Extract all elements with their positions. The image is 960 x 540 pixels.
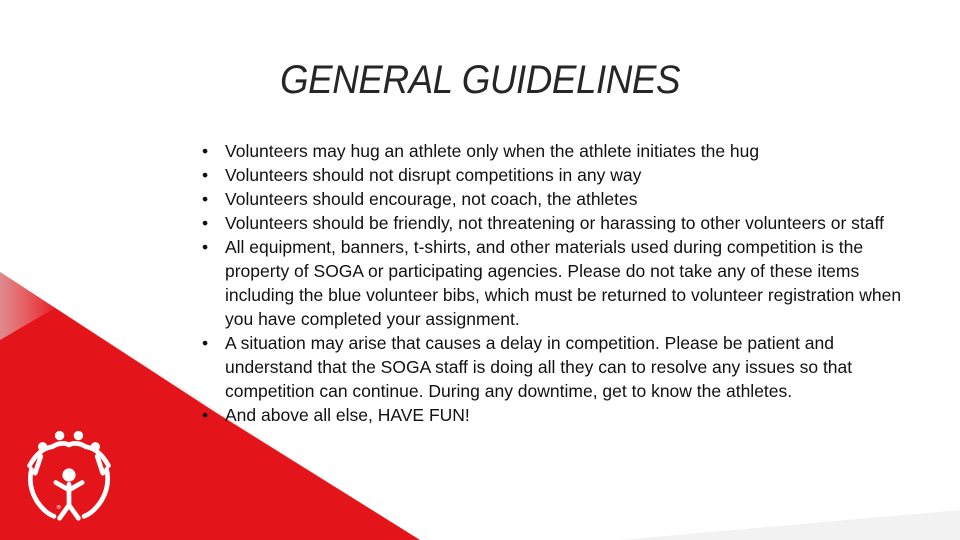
list-item-text: All equipment, banners, t-shirts, and other materials used during competition is the property of SOGA or participating agencies. Please do not take any of these items including the blue volunteer bibs, which must be returned to volunteer registration when you have completed your assignment. — [225, 237, 902, 329]
bullet-dot: • — [202, 165, 209, 185]
slide-title: GENERAL GUIDELINES — [280, 58, 681, 102]
list-item — [200, 331, 905, 403]
bullet-dot: • — [202, 405, 209, 425]
list-item — [200, 163, 905, 187]
list-item — [200, 235, 905, 331]
guidelines-list — [200, 139, 905, 427]
list-item-text: Volunteers should not disrupt competitions in any way — [225, 165, 642, 185]
bullet-dot: • — [202, 333, 209, 353]
bullet-dot: • — [202, 237, 209, 257]
list-item-text: Volunteers may hug an athlete only when the athlete initiates the hug — [225, 141, 760, 161]
bullet-dot: • — [202, 213, 209, 233]
list-item — [200, 139, 905, 163]
list-item — [200, 211, 905, 235]
bullet-dot: • — [202, 189, 209, 209]
list-item-text: Volunteers should be friendly, not threatening or harassing to other volunteers or staff — [225, 213, 884, 233]
list-item — [200, 187, 905, 211]
list-item-text: Volunteers should encourage, not coach, the athletes — [225, 189, 638, 209]
list-item-text: A situation may arise that causes a delay in competition. Please be patient and understand that the SOGA staff is doing all they can to resolve any issues so that competition can continue. During any downtime, get to know the athletes. — [225, 333, 853, 401]
list-item — [200, 403, 905, 427]
svg-text:®: ® — [55, 504, 62, 511]
bullet-dot: • — [202, 141, 209, 161]
list-item-text: And above all else, HAVE FUN! — [225, 405, 470, 425]
special-olympics-logo-icon — [22, 428, 116, 522]
